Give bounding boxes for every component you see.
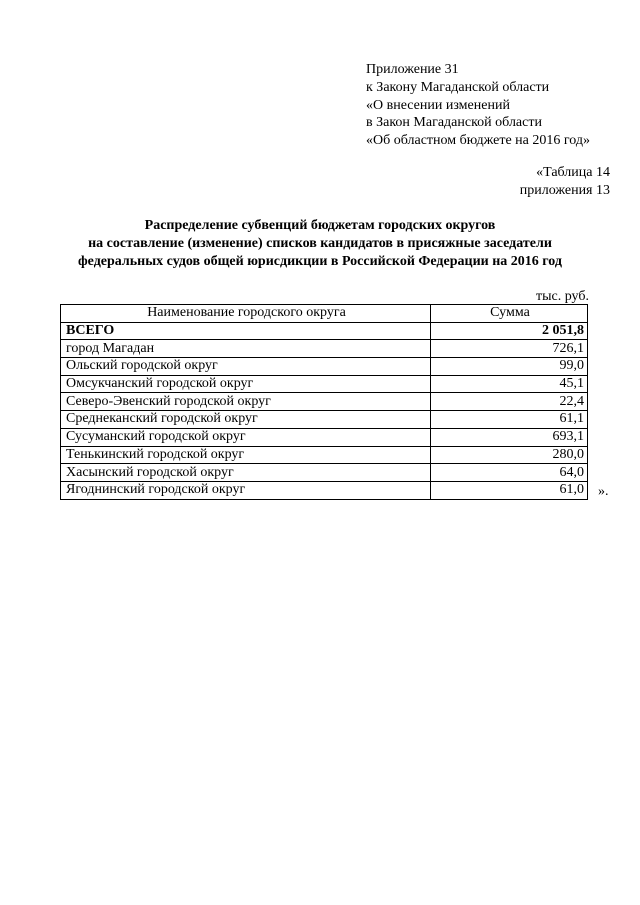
row-name: Ягоднинский городской округ bbox=[61, 481, 431, 499]
row-name: город Магадан bbox=[61, 340, 431, 358]
closing-quote: ». bbox=[598, 484, 609, 499]
row-sum: 61,0 bbox=[431, 481, 588, 499]
header-name: Наименование городского округа bbox=[61, 305, 431, 323]
row-sum: 61,1 bbox=[431, 411, 588, 429]
row-name: Северо-Эвенский городской округ bbox=[61, 393, 431, 411]
total-label: ВСЕГО bbox=[61, 322, 431, 340]
appendix-line: «О внесении изменений bbox=[366, 97, 510, 113]
table-row bbox=[61, 393, 588, 411]
appendix-line: «Об областном бюджете на 2016 год» bbox=[366, 133, 590, 149]
table-reference-line: приложения 13 bbox=[519, 182, 610, 198]
table-header-row bbox=[61, 305, 588, 323]
row-name: Тенькинский городской округ bbox=[61, 446, 431, 464]
appendix-note bbox=[366, 61, 590, 150]
document-title-line: Распределение субвенций бюджетам городских округов bbox=[144, 218, 496, 233]
row-sum: 45,1 bbox=[431, 375, 588, 393]
table-row bbox=[61, 375, 588, 393]
table-row bbox=[61, 464, 588, 482]
table-row bbox=[61, 481, 588, 499]
row-sum: 280,0 bbox=[431, 446, 588, 464]
header-sum: Сумма bbox=[431, 305, 588, 323]
table-row bbox=[61, 428, 588, 446]
row-name: Хасынский городской округ bbox=[61, 464, 431, 482]
row-name: Сусуманский городской округ bbox=[61, 428, 431, 446]
row-name: Омсукчанский городской округ bbox=[61, 375, 431, 393]
row-sum: 693,1 bbox=[431, 428, 588, 446]
table-row bbox=[61, 446, 588, 464]
appendix-line: в Закон Магаданской области bbox=[366, 115, 542, 131]
document-title-line: федеральных судов общей юрисдикции в Российской Федерации на 2016 год bbox=[78, 253, 562, 269]
document-title bbox=[0, 217, 640, 270]
appendix-line: Приложение 31 bbox=[366, 62, 459, 77]
row-sum: 99,0 bbox=[431, 358, 588, 376]
total-sum: 2 051,8 bbox=[431, 322, 588, 340]
row-name: Ольский городской округ bbox=[61, 358, 431, 376]
row-name: Среднеканский городской округ bbox=[61, 411, 431, 429]
table-row bbox=[61, 340, 588, 358]
table-reference-line: «Таблица 14 bbox=[536, 165, 610, 180]
total-row bbox=[61, 322, 588, 340]
subvention-table bbox=[60, 304, 588, 500]
row-sum: 22,4 bbox=[431, 393, 588, 411]
document-title-line: на составление (изменение) списков кандидатов в присяжные заседатели bbox=[88, 235, 552, 251]
row-sum: 726,1 bbox=[431, 340, 588, 358]
units-label: тыс. руб. bbox=[536, 289, 589, 304]
row-sum: 64,0 bbox=[431, 464, 588, 482]
table-row bbox=[61, 358, 588, 376]
appendix-line: к Закону Магаданской области bbox=[366, 79, 550, 95]
table-row bbox=[61, 411, 588, 429]
table-reference bbox=[520, 164, 610, 200]
